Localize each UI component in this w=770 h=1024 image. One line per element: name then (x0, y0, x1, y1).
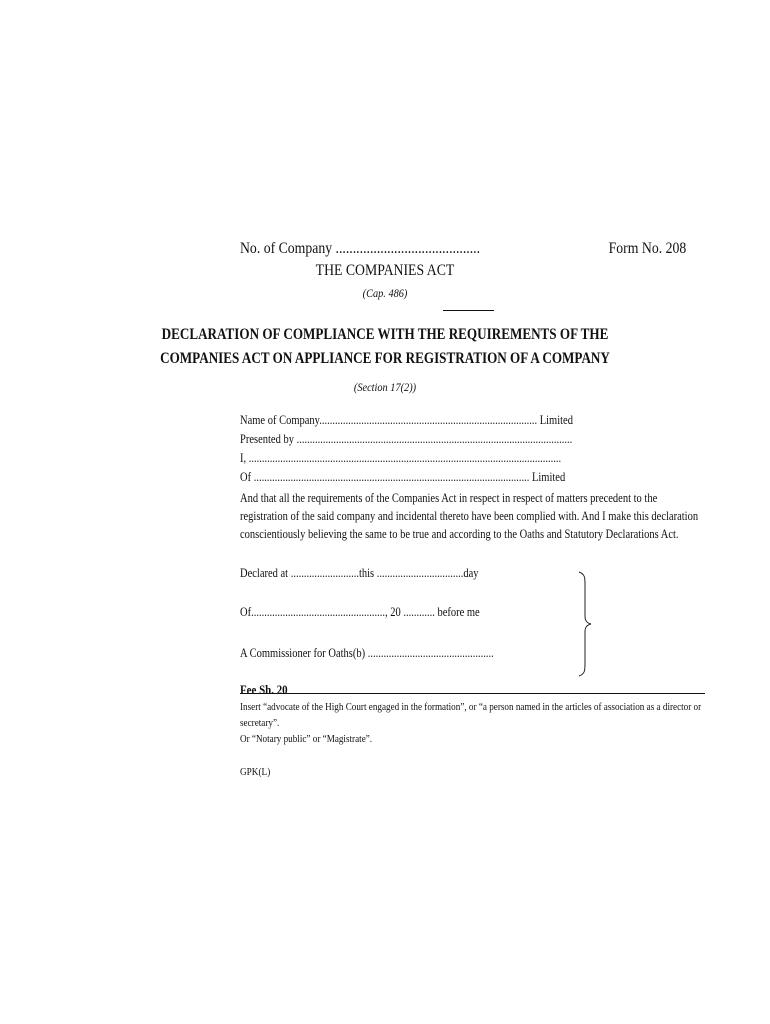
footnotes (240, 699, 709, 747)
printer-code: GPK(L) (240, 766, 271, 778)
section-reference: (Section 17(2)) (353, 380, 417, 394)
fee-label: Fee Sh. 20 (240, 682, 288, 697)
declarant-name-field[interactable]: I, ....................................................................................................................... (240, 451, 562, 465)
fee-divider (240, 693, 705, 694)
declaration-body-text: And that all the requirements of the Companies Act in respect in respect of matters precedent to the registration of the said company and incidental thereto have been complied with. And I make this declaration conscientiously believing the same to be true and according to the Oaths and Statutory Declarations Act. (240, 491, 699, 541)
act-name: THE COMPANIES ACT (315, 262, 455, 279)
document-title-line-1: DECLARATION OF COMPLIANCE WITH THE REQUIREMENTS OF THE (161, 326, 609, 343)
right-brace-icon (577, 570, 593, 678)
declared-at-field[interactable]: Declared at ..........................this .................................day (240, 566, 479, 580)
act-chapter: (Cap. 486) (362, 286, 408, 300)
commissioner-field[interactable]: A Commissioner for Oaths(b) ................................................ (240, 646, 494, 660)
of-company-field[interactable]: Of ......................................................................................................... Limited (240, 470, 566, 484)
document-title-line-2: COMPANIES ACT ON APPLIANCE FOR REGISTRATION OF A COMPANY (160, 350, 610, 367)
footnote-2: Or “Notary public” or “Magistrate”. (240, 733, 373, 745)
company-number-field[interactable]: No. of Company .......................................... (240, 240, 481, 257)
header-divider (443, 310, 494, 311)
presented-by-field[interactable]: Presented by ......................................................................................................... (240, 432, 573, 446)
name-of-company-field[interactable]: Name of Company................................................................................... Limited (240, 413, 573, 427)
form-number: Form No. 208 (608, 240, 686, 257)
footnote-1: Insert “advocate of the High Court engaged in the formation”, or “a person named in the articles of association as a director or secretary”. (240, 701, 702, 729)
date-field[interactable]: Of..................................................., 20 ............ before me (240, 605, 480, 619)
